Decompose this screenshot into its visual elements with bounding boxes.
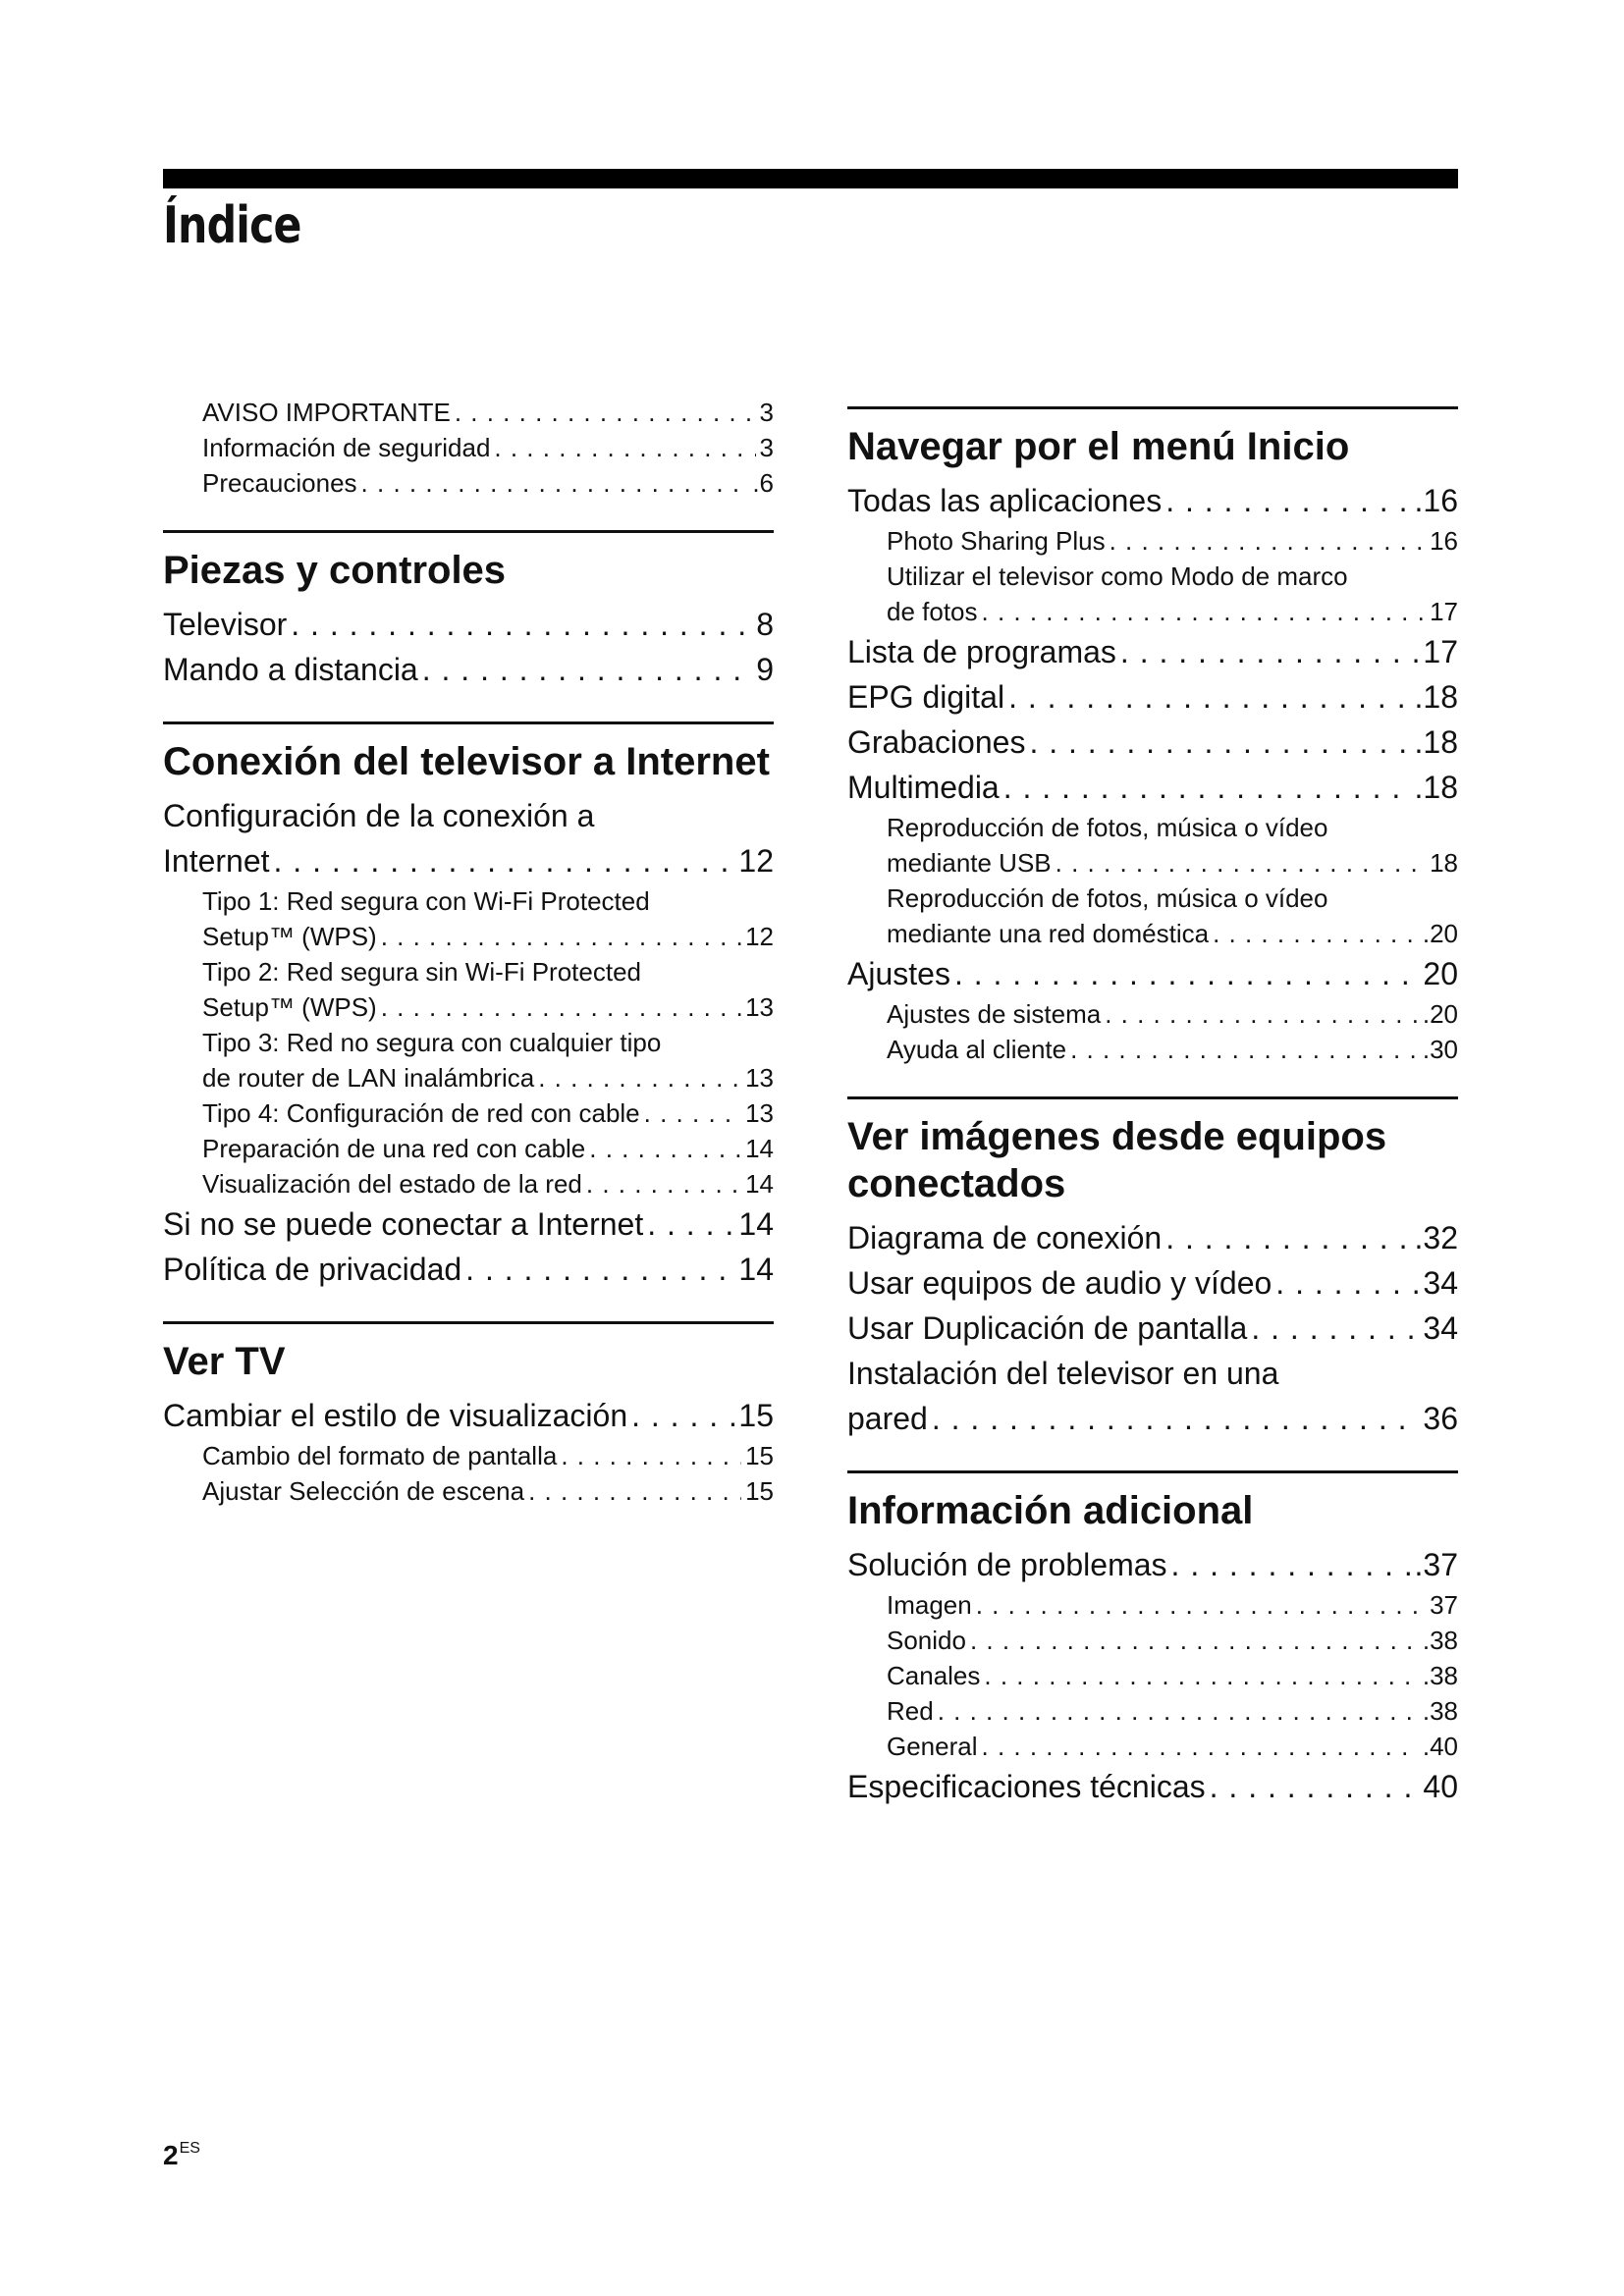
dot-leader [1070, 1032, 1419, 1067]
section-title[interactable]: Información adicional [847, 1489, 1254, 1532]
toc-entry-title: Configuración de la conexión a [163, 798, 595, 833]
toc-entry[interactable] [847, 629, 1458, 674]
dot-leader [976, 1587, 1426, 1623]
toc-section [847, 1470, 1458, 1809]
toc-page-number: 12 [738, 843, 774, 879]
toc-section [163, 1321, 774, 1509]
dot-leader [561, 1438, 741, 1473]
toc-entry[interactable] [163, 430, 774, 465]
dot-leader [422, 647, 752, 692]
toc-entry[interactable] [847, 765, 1458, 810]
dot-leader [970, 1623, 1419, 1658]
toc-entry[interactable] [847, 1260, 1458, 1306]
toc-page-number: 13 [745, 992, 774, 1022]
toc-page-number: 14 [745, 1169, 774, 1199]
dot-leader [1275, 1260, 1419, 1306]
toc-page-number: 14 [738, 1206, 774, 1242]
section-rule [163, 530, 774, 533]
toc-page-number: 34 [1423, 1310, 1458, 1346]
toc-entry[interactable] [847, 996, 1458, 1032]
dot-leader [1165, 1215, 1410, 1260]
section-rule [847, 406, 1458, 409]
toc-entry[interactable] [163, 647, 774, 692]
toc-entry-title-continued: pared [847, 1401, 928, 1436]
dot-leader [1008, 674, 1410, 720]
toc-entry[interactable] [163, 883, 774, 954]
toc-section [847, 1096, 1458, 1441]
toc-entry[interactable] [847, 1542, 1458, 1587]
toc-page-number: 18 [1430, 848, 1458, 878]
toc-entry-title: Mando a distancia [163, 652, 418, 687]
dot-leader [1210, 1764, 1420, 1809]
toc-page-number: 40 [1423, 1769, 1458, 1804]
toc-entry-title: Ajustes [847, 956, 950, 991]
toc-page-number: 9 [756, 652, 774, 687]
page-language-suffix: ES [179, 2140, 200, 2157]
toc-page-number: 14 [745, 1134, 774, 1163]
dot-leader [1029, 720, 1410, 765]
toc-section [163, 721, 774, 1292]
toc-entry-title: Preparación de una red con cable [202, 1134, 586, 1163]
dot-leader [1213, 916, 1419, 951]
section-title[interactable]: Ver imágenes desde equipos conectados [847, 1115, 1387, 1205]
toc-page-number: .18 [1414, 770, 1458, 805]
toc-entry-title: Información de seguridad [202, 433, 491, 462]
dot-leader [631, 1393, 734, 1438]
dot-leader [982, 1729, 1419, 1764]
toc-entry-title: Grabaciones [847, 724, 1026, 760]
section-title[interactable]: Piezas y controles [163, 549, 507, 592]
section-title[interactable]: Navegar por el menú Inicio [847, 425, 1350, 468]
toc-entry-title: Reproducción de fotos, música o vídeo [887, 813, 1328, 842]
toc-page-number: .38 [1422, 1626, 1458, 1655]
toc-page-number: .18 [1414, 724, 1458, 760]
toc-page-number: 3 [759, 433, 774, 462]
toc-entry-title: Canales [887, 1661, 981, 1690]
toc-entry[interactable] [847, 1587, 1458, 1623]
toc-right-column [847, 406, 1458, 1839]
toc-page-number: .37 [1414, 1547, 1458, 1582]
toc-entry-title-continued: mediante una red doméstica [887, 919, 1210, 948]
toc-page-number: .6 [752, 468, 774, 498]
dot-leader [1056, 845, 1426, 881]
toc-entry[interactable] [163, 1393, 774, 1438]
title-rule [163, 169, 1458, 188]
toc-entry-title: Ajustes de sistema [887, 999, 1102, 1029]
toc-entry[interactable] [847, 559, 1458, 629]
toc-entry[interactable] [163, 1166, 774, 1201]
toc-entry-title: Ajustar Selección de escena [202, 1476, 525, 1506]
toc-left-sections [163, 530, 774, 1509]
toc-entry[interactable] [847, 1764, 1458, 1809]
toc-entry-title: Visualización del estado de la red [202, 1169, 582, 1199]
toc-entry[interactable] [847, 1729, 1458, 1764]
toc-entry[interactable] [163, 1131, 774, 1166]
section-rule [847, 1096, 1458, 1099]
dot-leader [274, 838, 735, 883]
toc-entry-title: Cambio del formato de pantalla [202, 1441, 558, 1470]
toc-entry[interactable] [163, 1438, 774, 1473]
dot-leader [984, 1658, 1418, 1693]
toc-page-number: .20 [1422, 919, 1458, 948]
toc-page-number: .20 [1422, 999, 1458, 1029]
toc-entry[interactable] [847, 674, 1458, 720]
toc-entry[interactable] [163, 954, 774, 1025]
section-rule [847, 1470, 1458, 1473]
toc-entry-title: Instalación del televisor en una [847, 1356, 1279, 1391]
toc-page-number: 17 [1430, 597, 1458, 626]
dot-leader [932, 1396, 1420, 1441]
toc-entry[interactable] [163, 1025, 774, 1095]
toc-page-number: 3 [759, 398, 774, 427]
toc-entry-title-continued: de router de LAN inalámbrica [202, 1063, 535, 1093]
toc-entry-title: Solución de problemas [847, 1547, 1167, 1582]
toc-page-number: 20 [1423, 956, 1458, 991]
section-title[interactable]: Conexión del televisor a Internet [163, 740, 770, 783]
toc-entry-title: Photo Sharing Plus [887, 526, 1106, 556]
toc-page-number: .38 [1422, 1661, 1458, 1690]
dot-leader [291, 602, 752, 647]
page-title: Índice [163, 196, 301, 255]
toc-entry[interactable] [163, 602, 774, 647]
toc-entry[interactable] [847, 810, 1458, 881]
toc-page-number: 12 [745, 922, 774, 951]
dot-leader [494, 430, 755, 465]
toc-entry-title: Especificaciones técnicas [847, 1769, 1206, 1804]
toc-page-number: 13 [745, 1098, 774, 1128]
toc-entry-title: Si no se puede conectar a Internet [163, 1206, 644, 1242]
toc-entry[interactable] [847, 1351, 1458, 1441]
toc-entry[interactable] [163, 1201, 774, 1247]
toc-page-number: 15 [738, 1398, 774, 1433]
toc-entry-title: Lista de programas [847, 634, 1116, 669]
dot-leader [361, 465, 749, 501]
dot-leader [589, 1131, 741, 1166]
toc-entry-title-continued: Internet [163, 843, 270, 879]
toc-section [847, 406, 1458, 1067]
toc-entry-title: Ayuda al cliente [887, 1035, 1067, 1064]
toc-entry-title: Televisor [163, 607, 288, 642]
toc-entry-title: Diagrama de conexión [847, 1220, 1163, 1255]
toc-entry-title: AVISO IMPORTANTE [202, 398, 451, 427]
toc-entry[interactable] [847, 1693, 1458, 1729]
toc-page-number: 8 [756, 607, 774, 642]
dot-leader [644, 1095, 741, 1131]
toc-right-sections [847, 406, 1458, 1809]
dot-leader [1251, 1306, 1419, 1351]
dot-leader [954, 951, 1419, 996]
toc-entry[interactable] [163, 1473, 774, 1509]
section-title[interactable]: Ver TV [163, 1340, 286, 1383]
toc-entry-title-continued: mediante USB [887, 848, 1052, 878]
dot-leader [455, 395, 756, 430]
section-rule [163, 1321, 774, 1324]
toc-entry-title-continued: Setup™ (WPS) [202, 992, 377, 1022]
toc-entry-title: Imagen [887, 1590, 972, 1620]
toc-left-column [163, 395, 774, 1538]
toc-entry-title: Todas las aplicaciones [847, 483, 1163, 518]
toc-page-number: 17 [1423, 634, 1458, 669]
section-rule [163, 721, 774, 724]
toc-page-number: .18 [1414, 679, 1458, 715]
toc-intro [163, 395, 774, 501]
toc-page-number: .32 [1414, 1220, 1458, 1255]
toc-entry[interactable] [163, 1095, 774, 1131]
toc-page-number: 14 [738, 1252, 774, 1287]
toc-entry-title: Usar equipos de audio y vídeo [847, 1265, 1272, 1301]
toc-entry[interactable] [163, 465, 774, 501]
toc-entry-title: EPG digital [847, 679, 1005, 715]
toc-entry-title: Tipo 4: Configuración de red con cable [202, 1098, 640, 1128]
toc-entry[interactable] [847, 881, 1458, 951]
toc-entry-title: Cambiar el estilo de visualización [163, 1398, 628, 1433]
toc-page-number: .30 [1422, 1035, 1458, 1064]
toc-page-number: 37 [1430, 1590, 1458, 1620]
dot-leader [381, 989, 741, 1025]
dot-leader [1003, 765, 1411, 810]
toc-entry-title: Multimedia [847, 770, 1000, 805]
dot-leader [1171, 1542, 1411, 1587]
toc-page-number: 13 [745, 1063, 774, 1093]
dot-leader [1165, 478, 1410, 523]
toc-entry[interactable] [847, 1658, 1458, 1693]
toc-entry-title: Sonido [887, 1626, 966, 1655]
toc-entry-title: Usar Duplicación de pantalla [847, 1310, 1248, 1346]
page-number-value: 2 [163, 2140, 179, 2170]
dot-leader [647, 1201, 734, 1247]
toc-entry-title: Política de privacidad [163, 1252, 462, 1287]
toc-page-number: 16 [1430, 526, 1458, 556]
toc-entry[interactable] [847, 1215, 1458, 1260]
dot-leader [1105, 996, 1419, 1032]
toc-page-number: 15 [745, 1441, 774, 1470]
toc-entry[interactable] [847, 523, 1458, 559]
dot-leader [586, 1166, 741, 1201]
toc-entry[interactable] [847, 720, 1458, 765]
toc-entry[interactable] [163, 395, 774, 430]
toc-entry[interactable] [847, 951, 1458, 996]
toc-entry-title-continued: de fotos [887, 597, 978, 626]
dot-leader [538, 1060, 741, 1095]
toc-entry-title-continued: Setup™ (WPS) [202, 922, 377, 951]
toc-page-number: 36 [1423, 1401, 1458, 1436]
toc-entry-title: Tipo 3: Red no segura con cualquier tipo [202, 1028, 662, 1057]
page-number [163, 2140, 200, 2171]
toc-section [163, 530, 774, 692]
toc-page-number: .38 [1422, 1696, 1458, 1726]
toc-entry[interactable] [847, 478, 1458, 523]
toc-page-number: .16 [1414, 483, 1458, 518]
dot-leader [381, 919, 741, 954]
toc-entry[interactable] [163, 1247, 774, 1292]
dot-leader [938, 1693, 1419, 1729]
toc-entry-title: Reproducción de fotos, música o vídeo [887, 883, 1328, 913]
toc-entry-title: Tipo 1: Red segura con Wi-Fi Protected [202, 886, 650, 916]
dot-leader [982, 594, 1427, 629]
dot-leader [465, 1247, 734, 1292]
toc-entry-title: Precauciones [202, 468, 357, 498]
toc-page-number: .40 [1422, 1732, 1458, 1761]
toc-entry[interactable] [163, 793, 774, 883]
toc-entry[interactable] [847, 1032, 1458, 1067]
toc-entry[interactable] [847, 1306, 1458, 1351]
toc-entry-title: Tipo 2: Red segura sin Wi-Fi Protected [202, 957, 641, 987]
toc-page-number: 34 [1423, 1265, 1458, 1301]
toc-entry-title: General [887, 1732, 978, 1761]
dot-leader [1110, 523, 1426, 559]
dot-leader [528, 1473, 741, 1509]
dot-leader [1120, 629, 1419, 674]
toc-entry[interactable] [847, 1623, 1458, 1658]
toc-entry-title: Red [887, 1696, 934, 1726]
toc-entry-title: Utilizar el televisor como Modo de marco [887, 561, 1348, 591]
toc-page-number: 15 [745, 1476, 774, 1506]
